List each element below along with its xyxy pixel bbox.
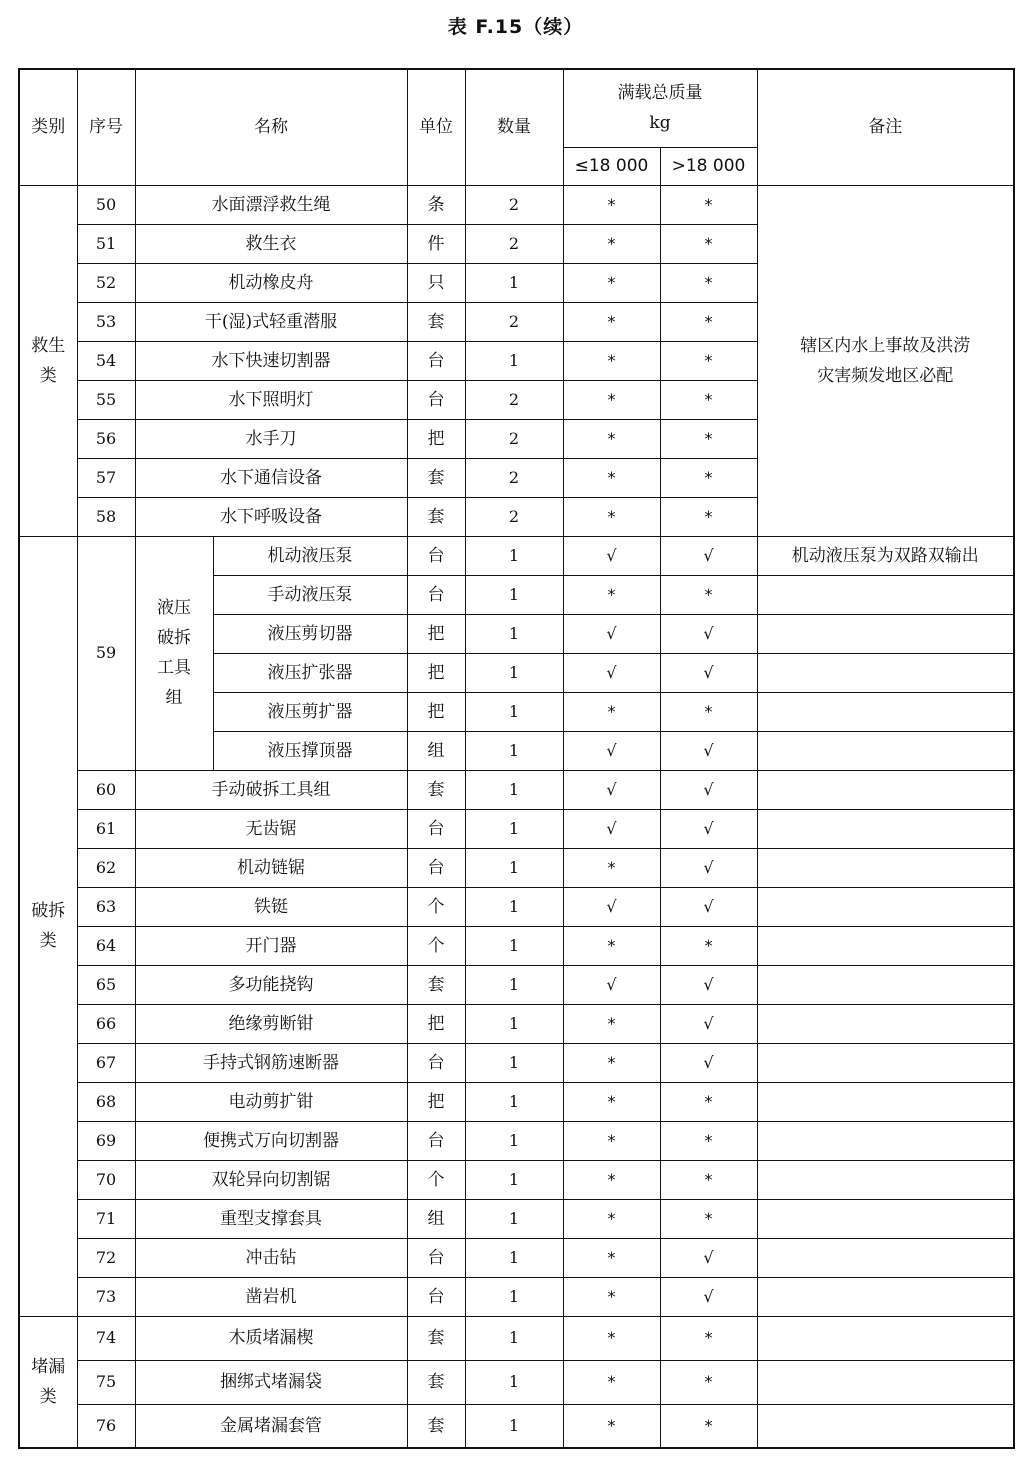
row-mark-gt: * bbox=[660, 926, 757, 965]
equipment-table bbox=[18, 68, 1015, 1449]
category-rescue bbox=[19, 185, 77, 536]
row-quantity: 1 bbox=[465, 731, 563, 770]
row-mark-gt: * bbox=[660, 341, 757, 380]
row-index: 61 bbox=[77, 809, 135, 848]
row-unit: 台 bbox=[407, 1238, 465, 1277]
row-mark-gt: * bbox=[660, 1199, 757, 1238]
row-index-59: 59 bbox=[77, 536, 135, 770]
row-quantity: 1 bbox=[465, 887, 563, 926]
row-name: 冲击钻 bbox=[135, 1238, 407, 1277]
row-unit: 把 bbox=[407, 614, 465, 653]
header-mass-gt: >18 000 bbox=[660, 147, 757, 185]
row-quantity: 1 bbox=[465, 1082, 563, 1121]
row-unit: 条 bbox=[407, 185, 465, 224]
table-row bbox=[19, 848, 1014, 887]
row-unit: 把 bbox=[407, 419, 465, 458]
header-mass bbox=[563, 69, 757, 147]
row-mark-gt: √ bbox=[660, 1238, 757, 1277]
row-name: 干(湿)式轻重潜服 bbox=[135, 302, 407, 341]
row-quantity: 2 bbox=[465, 185, 563, 224]
table-row bbox=[19, 809, 1014, 848]
table-row bbox=[19, 1121, 1014, 1160]
row-mark-le: * bbox=[563, 1316, 660, 1360]
table-row bbox=[19, 185, 1014, 224]
table-title: 表 F.15（续） bbox=[447, 16, 584, 38]
table-row bbox=[19, 965, 1014, 1004]
row-mark-gt: √ bbox=[660, 1277, 757, 1316]
row-unit: 台 bbox=[407, 848, 465, 887]
row-mark-le: * bbox=[563, 926, 660, 965]
row-index: 76 bbox=[77, 1404, 135, 1448]
row-quantity: 1 bbox=[465, 1043, 563, 1082]
header-quantity: 数量 bbox=[465, 69, 563, 185]
row-quantity: 1 bbox=[465, 341, 563, 380]
row-name: 液压剪扩器 bbox=[213, 692, 407, 731]
row-mark-le: * bbox=[563, 1043, 660, 1082]
row-mark-le: * bbox=[563, 458, 660, 497]
row-quantity: 2 bbox=[465, 380, 563, 419]
row-unit: 把 bbox=[407, 653, 465, 692]
header-mass-le: ≤18 000 bbox=[563, 147, 660, 185]
category-demolition-line: 破拆 bbox=[31, 901, 66, 921]
row-name: 机动橡皮舟 bbox=[135, 263, 407, 302]
row-remark bbox=[757, 809, 1014, 848]
row-mark-gt: * bbox=[660, 1121, 757, 1160]
row-name: 手持式钢筋速断器 bbox=[135, 1043, 407, 1082]
row-remark bbox=[757, 692, 1014, 731]
row-unit: 台 bbox=[407, 1277, 465, 1316]
table-row bbox=[19, 770, 1014, 809]
row-mark-le: * bbox=[563, 224, 660, 263]
header-index: 序号 bbox=[77, 69, 135, 185]
table-row bbox=[19, 1160, 1014, 1199]
row-mark-le: * bbox=[563, 1238, 660, 1277]
table-row bbox=[19, 1277, 1014, 1316]
row-index: 51 bbox=[77, 224, 135, 263]
row-mark-le: √ bbox=[563, 809, 660, 848]
row-index: 55 bbox=[77, 380, 135, 419]
category-demolition bbox=[19, 536, 77, 1316]
row-mark-le: * bbox=[563, 1360, 660, 1404]
table-row bbox=[19, 1082, 1014, 1121]
row-name: 便携式万向切割器 bbox=[135, 1121, 407, 1160]
row-remark bbox=[757, 1360, 1014, 1404]
row-unit: 组 bbox=[407, 731, 465, 770]
row-remark bbox=[757, 653, 1014, 692]
row-quantity: 2 bbox=[465, 497, 563, 536]
row-name: 水下呼吸设备 bbox=[135, 497, 407, 536]
row-name: 无齿锯 bbox=[135, 809, 407, 848]
header-name: 名称 bbox=[135, 69, 407, 185]
row-quantity: 2 bbox=[465, 419, 563, 458]
table-row bbox=[19, 1199, 1014, 1238]
row-unit: 套 bbox=[407, 1316, 465, 1360]
row-remark bbox=[757, 1121, 1014, 1160]
row-quantity: 1 bbox=[465, 1160, 563, 1199]
row-remark bbox=[757, 1004, 1014, 1043]
row-mark-gt: * bbox=[660, 185, 757, 224]
row-index: 69 bbox=[77, 1121, 135, 1160]
row-name: 水面漂浮救生绳 bbox=[135, 185, 407, 224]
row-mark-gt: √ bbox=[660, 1043, 757, 1082]
row-index: 75 bbox=[77, 1360, 135, 1404]
row-unit: 个 bbox=[407, 926, 465, 965]
table-row bbox=[19, 1004, 1014, 1043]
row-mark-gt: √ bbox=[660, 848, 757, 887]
row-index: 63 bbox=[77, 887, 135, 926]
row-unit: 件 bbox=[407, 224, 465, 263]
row-quantity: 1 bbox=[465, 965, 563, 1004]
row-name: 双轮异向切割锯 bbox=[135, 1160, 407, 1199]
row-index: 50 bbox=[77, 185, 135, 224]
row-remark bbox=[757, 575, 1014, 614]
row-mark-le: * bbox=[563, 302, 660, 341]
row-mark-le: √ bbox=[563, 614, 660, 653]
row-remark bbox=[757, 965, 1014, 1004]
subgroup-line: 破拆 bbox=[157, 628, 191, 648]
row-quantity: 2 bbox=[465, 302, 563, 341]
row-index: 64 bbox=[77, 926, 135, 965]
row-quantity: 1 bbox=[465, 692, 563, 731]
subgroup-line: 液压 bbox=[157, 598, 191, 618]
row-quantity: 1 bbox=[465, 1238, 563, 1277]
header-remark: 备注 bbox=[757, 69, 1014, 185]
row-mark-le: * bbox=[563, 1121, 660, 1160]
row-quantity: 1 bbox=[465, 1199, 563, 1238]
category-rescue-line: 救生 bbox=[31, 335, 66, 356]
row-index: 57 bbox=[77, 458, 135, 497]
row-mark-gt: √ bbox=[660, 614, 757, 653]
row-remark bbox=[757, 1160, 1014, 1199]
row-mark-le: * bbox=[563, 185, 660, 224]
row-mark-gt: √ bbox=[660, 731, 757, 770]
row-mark-gt: * bbox=[660, 692, 757, 731]
row-index: 52 bbox=[77, 263, 135, 302]
row-name: 凿岩机 bbox=[135, 1277, 407, 1316]
header-unit: 单位 bbox=[407, 69, 465, 185]
row-name: 水下快速切割器 bbox=[135, 341, 407, 380]
row-remark bbox=[757, 1043, 1014, 1082]
row-name: 金属堵漏套管 bbox=[135, 1404, 407, 1448]
row-quantity: 1 bbox=[465, 1004, 563, 1043]
row-mark-gt: * bbox=[660, 380, 757, 419]
row-quantity: 1 bbox=[465, 263, 563, 302]
row-index: 74 bbox=[77, 1316, 135, 1360]
row-mark-le: √ bbox=[563, 731, 660, 770]
row-quantity: 1 bbox=[465, 848, 563, 887]
row-name: 液压撑顶器 bbox=[213, 731, 407, 770]
row-index: 65 bbox=[77, 965, 135, 1004]
category-plugging-line: 堵漏 bbox=[31, 1356, 66, 1377]
row-quantity: 1 bbox=[465, 1404, 563, 1448]
row-index: 68 bbox=[77, 1082, 135, 1121]
row-mark-gt: √ bbox=[660, 887, 757, 926]
row-remark bbox=[757, 1199, 1014, 1238]
row-mark-le: * bbox=[563, 263, 660, 302]
row-mark-le: * bbox=[563, 692, 660, 731]
category-demolition-line: 类 bbox=[39, 931, 57, 951]
row-name: 多功能挠钩 bbox=[135, 965, 407, 1004]
row-mark-le: √ bbox=[563, 653, 660, 692]
row-mark-le: * bbox=[563, 848, 660, 887]
row-mark-le: √ bbox=[563, 770, 660, 809]
row-mark-gt: * bbox=[660, 1082, 757, 1121]
table-row bbox=[19, 1316, 1014, 1360]
row-quantity: 1 bbox=[465, 1121, 563, 1160]
row-mark-gt: √ bbox=[660, 653, 757, 692]
row-quantity: 2 bbox=[465, 458, 563, 497]
subgroup-line: 组 bbox=[165, 688, 183, 708]
row-mark-gt: √ bbox=[660, 965, 757, 1004]
row-name: 水下照明灯 bbox=[135, 380, 407, 419]
row-unit: 把 bbox=[407, 692, 465, 731]
row-name: 重型支撑套具 bbox=[135, 1199, 407, 1238]
row-mark-gt: √ bbox=[660, 1004, 757, 1043]
table-row bbox=[19, 887, 1014, 926]
row-quantity: 1 bbox=[465, 614, 563, 653]
row-name: 手动液压泵 bbox=[213, 575, 407, 614]
remark-rescue-line: 辖区内水上事故及洪涝 bbox=[800, 335, 971, 356]
row-remark bbox=[757, 926, 1014, 965]
row-mark-gt: * bbox=[660, 224, 757, 263]
row-mark-le: * bbox=[563, 1160, 660, 1199]
row-unit: 组 bbox=[407, 1199, 465, 1238]
header-category: 类别 bbox=[19, 69, 77, 185]
row-mark-gt: √ bbox=[660, 809, 757, 848]
row-mark-le: * bbox=[563, 1004, 660, 1043]
row-quantity: 1 bbox=[465, 1360, 563, 1404]
row-index: 53 bbox=[77, 302, 135, 341]
row-name: 水下通信设备 bbox=[135, 458, 407, 497]
row-unit: 套 bbox=[407, 1360, 465, 1404]
row-remark bbox=[757, 887, 1014, 926]
row-quantity: 1 bbox=[465, 536, 563, 575]
row-mark-le: * bbox=[563, 497, 660, 536]
row-name: 水手刀 bbox=[135, 419, 407, 458]
row-name: 液压扩张器 bbox=[213, 653, 407, 692]
row-name: 绝缘剪断钳 bbox=[135, 1004, 407, 1043]
row-mark-gt: * bbox=[660, 1404, 757, 1448]
row-mark-le: * bbox=[563, 341, 660, 380]
row-mark-le: * bbox=[563, 380, 660, 419]
row-quantity: 1 bbox=[465, 1277, 563, 1316]
row-mark-le: * bbox=[563, 1277, 660, 1316]
row-unit: 套 bbox=[407, 770, 465, 809]
row-unit: 台 bbox=[407, 809, 465, 848]
row-name: 机动液压泵 bbox=[213, 536, 407, 575]
row-index: 67 bbox=[77, 1043, 135, 1082]
row-remark bbox=[757, 770, 1014, 809]
row-mark-le: * bbox=[563, 419, 660, 458]
row-mark-gt: √ bbox=[660, 770, 757, 809]
row-index: 70 bbox=[77, 1160, 135, 1199]
row-index: 73 bbox=[77, 1277, 135, 1316]
row-mark-gt: * bbox=[660, 419, 757, 458]
row-index: 56 bbox=[77, 419, 135, 458]
row-unit: 台 bbox=[407, 536, 465, 575]
row-mark-gt: * bbox=[660, 458, 757, 497]
row-name: 机动链锯 bbox=[135, 848, 407, 887]
row-unit: 只 bbox=[407, 263, 465, 302]
row-name: 救生衣 bbox=[135, 224, 407, 263]
row-mark-le: * bbox=[563, 1199, 660, 1238]
row-mark-le: * bbox=[563, 575, 660, 614]
table-row bbox=[19, 1360, 1014, 1404]
table-row bbox=[19, 926, 1014, 965]
row-quantity: 1 bbox=[465, 809, 563, 848]
row-unit: 套 bbox=[407, 965, 465, 1004]
row-quantity: 1 bbox=[465, 926, 563, 965]
row-quantity: 1 bbox=[465, 653, 563, 692]
row-remark bbox=[757, 731, 1014, 770]
category-rescue-line: 类 bbox=[39, 365, 57, 386]
row-unit: 个 bbox=[407, 1160, 465, 1199]
row-remark bbox=[757, 848, 1014, 887]
row-remark bbox=[757, 1082, 1014, 1121]
row-unit: 台 bbox=[407, 380, 465, 419]
row-mark-gt: * bbox=[660, 1316, 757, 1360]
table-row bbox=[19, 1043, 1014, 1082]
table-row bbox=[19, 536, 1014, 575]
row-mark-le: * bbox=[563, 1404, 660, 1448]
category-plugging bbox=[19, 1316, 77, 1448]
row-remark bbox=[757, 1316, 1014, 1360]
row-index: 60 bbox=[77, 770, 135, 809]
row-mark-gt: * bbox=[660, 497, 757, 536]
row-name: 铁铤 bbox=[135, 887, 407, 926]
category-plugging-line: 类 bbox=[39, 1386, 57, 1407]
row-name: 电动剪扩钳 bbox=[135, 1082, 407, 1121]
row-name: 木质堵漏楔 bbox=[135, 1316, 407, 1360]
row-unit: 套 bbox=[407, 302, 465, 341]
row-remark bbox=[757, 1238, 1014, 1277]
row-unit: 把 bbox=[407, 1004, 465, 1043]
row-mark-le: √ bbox=[563, 887, 660, 926]
row-mark-le: √ bbox=[563, 965, 660, 1004]
row-remark bbox=[757, 1277, 1014, 1316]
subgroup-line: 工具 bbox=[157, 658, 191, 678]
row-name: 开门器 bbox=[135, 926, 407, 965]
remark-rescue bbox=[757, 185, 1014, 536]
row-index: 62 bbox=[77, 848, 135, 887]
row-remark bbox=[757, 614, 1014, 653]
row-index: 58 bbox=[77, 497, 135, 536]
row-index: 72 bbox=[77, 1238, 135, 1277]
row-name: 手动破拆工具组 bbox=[135, 770, 407, 809]
row-unit: 台 bbox=[407, 1043, 465, 1082]
remark-rescue-line: 灾害频发地区必配 bbox=[817, 365, 954, 386]
row-mark-gt: * bbox=[660, 302, 757, 341]
subgroup-hydraulic-tools bbox=[135, 536, 213, 770]
row-mark-le: * bbox=[563, 1082, 660, 1121]
table-row bbox=[19, 1404, 1014, 1448]
row-remark bbox=[757, 1404, 1014, 1448]
row-quantity: 1 bbox=[465, 575, 563, 614]
header-mass-unit: kg bbox=[649, 113, 671, 134]
row-quantity: 1 bbox=[465, 1316, 563, 1360]
row-unit: 套 bbox=[407, 458, 465, 497]
row-mark-gt: * bbox=[660, 1360, 757, 1404]
header-mass-label: 满载总质量 bbox=[617, 83, 703, 104]
row-quantity: 1 bbox=[465, 770, 563, 809]
row-index: 54 bbox=[77, 341, 135, 380]
row-quantity: 2 bbox=[465, 224, 563, 263]
row-unit: 个 bbox=[407, 887, 465, 926]
row-unit: 台 bbox=[407, 575, 465, 614]
row-mark-le: √ bbox=[563, 536, 660, 575]
row-name: 液压剪切器 bbox=[213, 614, 407, 653]
row-remark: 机动液压泵为双路双输出 bbox=[757, 536, 1014, 575]
row-unit: 套 bbox=[407, 497, 465, 536]
row-unit: 把 bbox=[407, 1082, 465, 1121]
row-unit: 台 bbox=[407, 341, 465, 380]
row-unit: 台 bbox=[407, 1121, 465, 1160]
row-unit: 套 bbox=[407, 1404, 465, 1448]
row-index: 71 bbox=[77, 1199, 135, 1238]
row-index: 66 bbox=[77, 1004, 135, 1043]
row-mark-gt: * bbox=[660, 1160, 757, 1199]
row-mark-gt: * bbox=[660, 263, 757, 302]
row-mark-gt: * bbox=[660, 575, 757, 614]
row-name: 捆绑式堵漏袋 bbox=[135, 1360, 407, 1404]
row-mark-gt: √ bbox=[660, 536, 757, 575]
table-row bbox=[19, 1238, 1014, 1277]
